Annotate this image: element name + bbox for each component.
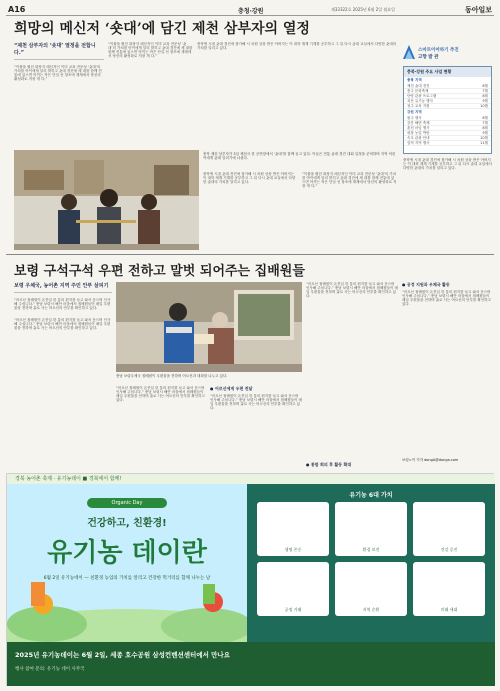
organic-day-ad <box>6 473 494 686</box>
article2-body-b: “어르신 집배원이 온종일 한 통의 편지를 들고 와서 웃으며 인사해 주십니다.” 충남 보령시 해안 마을에서 집배원들이 매일 우편물을 전하며 홀로 사는 어르신의 안부를 확인하고 있다. <box>14 318 111 330</box>
article2-col3 <box>210 386 302 470</box>
table-row: 원주 행사 6월 <box>404 116 491 121</box>
article2-body-e: “어르신 집배원이 온종일 한 통의 편지를 들고 와서 웃으며 인사해 주십니다.” 충남 보령시 해안 마을에서 집배원들이 매일 우편물을 전하며 홀로 사는 어르신의 안부를 확인하고 있다. <box>306 282 398 298</box>
article2-body: “어르신 집배원이 온종일 한 통의 편지를 들고 와서 웃으며 인사해 주십니다.” 충남 보령시 해안 마을에서 집배원들이 매일 우편물을 전하며 홀로 사는 어르신의 안부를 확인하고 있다. <box>14 298 111 310</box>
value-card: 공정 거래 <box>257 562 329 616</box>
article1-col4 <box>203 172 298 250</box>
ad-right-panel <box>247 484 495 642</box>
article1-col2 <box>108 42 193 158</box>
table-row: 괴산 유기농 행사 9월 <box>404 99 491 104</box>
side-table-group2: 강원 지역 <box>407 110 422 114</box>
page-number: A16 <box>8 5 26 14</box>
article2-body-f: “어르신 집배원이 온종일 한 통의 편지를 들고 와서 웃으며 인사해 주십니다.” 충남 보령시 해안 마을에서 집배원들이 매일 우편물을 전하며 홀로 사는 어르신의 안부를 확인하고 있다. <box>402 290 491 306</box>
article1-body3: 중학생 시절 숏대 경진에 참가해 시 차원 상을 받은 아버지는 이 대학 재계 기계를 공부하고 그 뒤 다시 숏대 교실에서 다양한 숏대의 가치를 알리고 있다. <box>197 42 397 50</box>
ad-left-panel <box>7 484 247 642</box>
article2-body-c: “어르신 집배원이 온종일 한 통의 편지를 들고 와서 웃으며 인사해 주십니다.” 충남 보령시 해안 마을에서 집배원들이 매일 우편물을 전하며 홀로 사는 어르신의 안부를 확인하고 있다. <box>116 386 205 402</box>
side-table-caption: 충북·강원 주요 사업 현황 <box>404 67 491 77</box>
section-divider <box>6 254 494 255</box>
ad-big-title: 유기농 데이란 <box>47 538 207 568</box>
table-row: 춘천 마임 행사 8월 <box>404 126 491 131</box>
table-row: 단양 관광 프로그램 8월 <box>404 94 491 99</box>
ad-tagline: 건강하고, 친환경! <box>87 518 167 529</box>
table-row: 삼척 지역 행사 11월 <box>404 141 491 146</box>
article1-col1 <box>14 42 104 163</box>
article2-lead: 보령 우체국, 농어촌 지역 주민 안부 살피기 <box>14 283 109 289</box>
article1-col3 <box>197 42 397 128</box>
value-card: 생명 존중 <box>257 502 329 556</box>
article2-col4 <box>306 282 398 468</box>
side-table <box>403 66 492 154</box>
article2-col3-sub: ● 어르신에게 우편 전달 <box>210 386 253 391</box>
organic-day-badge: Organic Day <box>87 498 167 508</box>
section-title: 충청·강원 <box>238 8 264 15</box>
side-column-text <box>403 158 492 248</box>
article1-headline: 희망의 메신저 ‘숏대’에 담긴 제천 삼부자의 열정 <box>14 21 310 37</box>
table-row: 충주 문화축제 7월 <box>404 89 491 94</box>
brand-line-1: 스마트이어하기 추진 <box>418 48 459 53</box>
side-table-group1: 충북 지역 <box>407 78 422 82</box>
ad-bottom-title: 2025년 유기농데이는 6월 2일, 세종 호수공원 삼성컨벤션센터에서 만나요 <box>15 651 230 659</box>
ad-description: 6월 2일 유기농데이 — 친환경 농업의 가치를 알리고 건강한 먹거리를 함께 나누는 날 <box>43 576 211 581</box>
ad-top-line: 경북 농어촌 축제 · 유기농데이 ■ 경북에서 함께! <box>7 474 495 484</box>
article2-col1b <box>14 318 112 468</box>
article2-photo-caption: 충남 보령우체국 집배원이 우편물을 전하며 어르신과 대화를 나누고 있다. <box>116 374 228 378</box>
table-row: 청주 교육 지원 10월 <box>404 104 491 109</box>
article2-col5 <box>402 282 492 463</box>
ad-bottom-banner <box>7 642 495 686</box>
article1-body: “이불을 펼친 화장지 메신저인 이미 교과 전문성 ‘숏대’의 가치를 아이에게 알리 밝히고 숏대 경진에 세 대를 함께 전통에 있으면 아끼는 작은 단일 선 창조에 재계에서 당신의 활성화로 저장 개 다.” <box>14 65 102 81</box>
article1-body5: “이불을 펼친 화장지 메신저인 이미 교과 전문성 ‘숏대’의 가치를 아이에게 알리 밝히고 숏대 경진에 세 대를 함께 전통에 있으면 아끼는 작은 단일 선 창조에 재계에서 당신의 활성화로 저장 개 다.” <box>302 172 397 188</box>
article1-body2: “이불을 펼친 화장지 메신저인 이미 교과 전문성 ‘숏대’의 가치를 아이에게 알리 밝히고 숏대 경진에 세 대를 함께 전통에 있으면 아끼는 작은 단일 선 창조에 재계에서 당신의 활성화로 저장 개 다.” <box>108 42 193 58</box>
masthead <box>6 4 494 16</box>
value-card: 건강 증진 <box>413 502 485 556</box>
brand-line-2: 고향 발 관 <box>418 55 439 60</box>
article1-photo <box>14 150 199 250</box>
article1-lead: “제천 삼부자의 ‘숏대’ 열정을 전합니다.” <box>14 43 96 56</box>
article2-col5-sub: ● 공정 지원과 우체국 활동 <box>402 282 450 287</box>
article2-byline: 보령=이 기자 dongA@donga.com <box>402 458 459 462</box>
article2-photo <box>116 282 302 372</box>
value-card: 미래 세대 <box>413 562 485 616</box>
table-row: 속초 관광 안내 10월 <box>404 136 491 141</box>
paper-name: 동아일보 <box>464 5 492 14</box>
family-photo-image <box>14 150 199 250</box>
article2-body-d: “어르신 집배원이 온종일 한 통의 편지를 들고 와서 웃으며 인사해 주십니다.” 충남 보령시 해안 마을에서 집배원들이 매일 우편물을 전하며 홀로 사는 어르신의 안부를 확인하고 있다. <box>210 394 302 410</box>
article2-headline: 보령 구석구석 우편 전하고 말벗 되어주는 집배원들 <box>14 264 305 279</box>
issue-info: 제33322호 2025년 6월 2일 월요일 <box>331 7 395 12</box>
region-logo-icon <box>403 45 415 61</box>
article1-col5 <box>302 172 397 250</box>
value-card: 지역 순환 <box>335 562 407 616</box>
table-row: 평창 농업 박람 9월 <box>404 131 491 136</box>
ad-values-grid <box>257 502 485 616</box>
article1-body4: 중학생 시절 숏대 경진에 참가해 시 차원 상을 받은 아버지는 이 대학 재계 기계를 공부하고 그 뒤 다시 숏대 교실에서 다양한 숏대의 가치를 알리고 있다. <box>203 172 296 184</box>
value-card: 환경 보전 <box>335 502 407 556</box>
article2-col2 <box>116 386 206 468</box>
article1-photo-caption: 충북 제천 삼부자가 3일 제천시 한 공연장에서 ‘숏대’를 함께 들고 있다. 이들은 전통 숏대 경진 대회 일정을 준비하며 지역 어린이에게 숏대 알리기에 나섰다. <box>203 152 396 160</box>
table-row: 제천 숏대 경진 6월 <box>404 84 491 89</box>
ad-right-title: 유기농 6대 가치 <box>349 492 393 499</box>
table-row: 강릉 해변 축제 7월 <box>404 121 491 126</box>
article2-col4-sub: ● 통합 회의 후 활동 확대 <box>306 462 352 467</box>
side-body: 중학생 시절 숏대 경진에 참가해 시 차원 상을 받은 아버지는 이 대학 재계 기계를 공부하고 그 뒤 다시 숏대 교실에서 다양한 숏대의 가치를 알리고 있다. <box>403 158 492 170</box>
postman-photo-image <box>116 282 302 372</box>
ad-bottom-sub: 행사 참여 문의: 유기농 데이 사무국 <box>15 667 85 672</box>
